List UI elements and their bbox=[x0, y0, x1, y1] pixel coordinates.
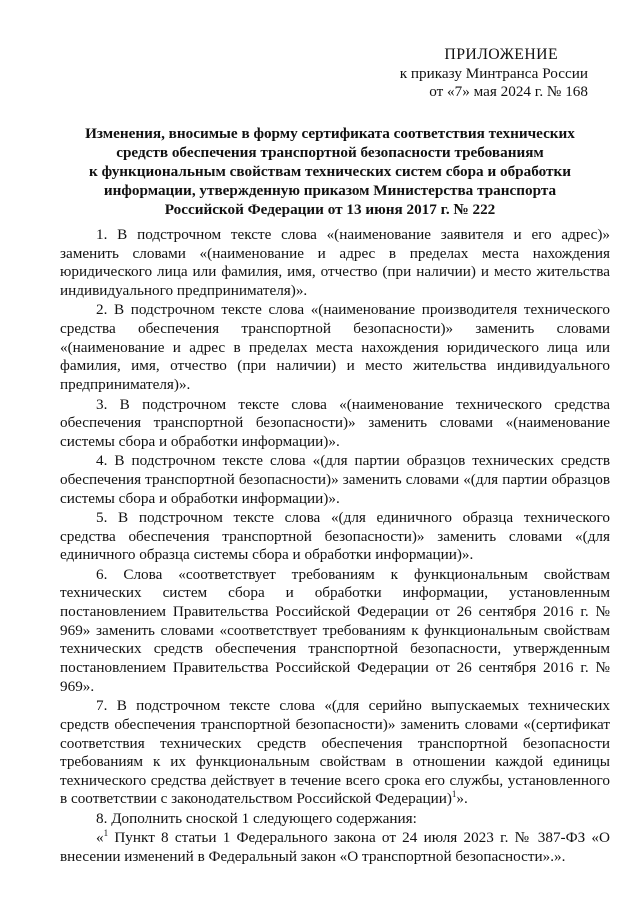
document-title-line: к функциональным свойствам технических систем сбора и обработки bbox=[89, 163, 571, 180]
paragraph-1: 1. В подстрочном тексте слова «(наименование заявителя и его адрес)» заменить словами «(наименование и адрес в пределах места нахождения юридического лица или фамилия, имя, отчество (при наличии) и место жительства индивидуального предпринимателя)». bbox=[60, 226, 610, 299]
paragraph-2: 2. В подстрочном тексте слова «(наименование производителя технического средства обеспечения транспортной безопасности)» заменить словами «(наименование и адрес в пределах места нахождения юридического лица или фамилия, имя, отчество (при наличии) и место жительства индивидуального предпринимателя)». bbox=[60, 301, 610, 394]
document-title-line: Изменения, вносимые в форму сертификата соответствия технических bbox=[85, 125, 575, 142]
appendix-order-date: от «7» мая 2024 г. № 168 bbox=[429, 83, 588, 100]
paragraph-8: 8. Дополнить сноской 1 следующего содержания: bbox=[96, 809, 417, 827]
document-title-line: Российской Федерации от 13 июня 2017 г. № 222 bbox=[164, 201, 496, 218]
paragraph-7-closing: ». bbox=[456, 790, 468, 808]
appendix-header bbox=[328, 46, 588, 102]
appendix-title: ПРИЛОЖЕНИЕ bbox=[444, 46, 558, 63]
paragraph-5: 5. В подстрочном тексте слова «(для единичного образца технического средства обеспечения транспортной безопасности)» заменить словами «(для единичного образца системы сбора и обработки информации)». bbox=[60, 509, 610, 564]
paragraph-3: 3. В подстрочном тексте слова «(наименование технического средства обеспечения транспортной безопасности)» заменить словами «(наименование системы сбора и обработки информации)». bbox=[60, 395, 610, 450]
document-title-line: средств обеспечения транспортной безопасности требованиям bbox=[116, 144, 544, 161]
paragraph-7 bbox=[60, 697, 610, 809]
paragraph-7-text: 7. В подстрочном тексте слова «(для серийно выпускаемых технических средств обеспечения транспортной безопасности)» заменить словами «(сертификат соответствия технических средств обеспечения транспортной безопасности требованиям к их функциональным свойствам в отношении каждой единицы технического средства действует в течение всего срока его службы, установленного в соответствии с законодательством Российской Федерации) bbox=[60, 697, 610, 808]
document-body bbox=[60, 226, 610, 867]
footnote-text-marker: 1 bbox=[103, 828, 109, 839]
document-title-line: информации, утвержденную приказом Министерства транспорта bbox=[103, 182, 557, 199]
appendix-order-reference: к приказу Минтранса России bbox=[399, 64, 588, 82]
footnote-opening-quote: « bbox=[96, 829, 104, 847]
document-title bbox=[56, 124, 604, 219]
paragraph-6: 6. Слова «соответствует требованиям к функциональным свойствам технических систем сбора и обработки информации, установленным постановлением Правительства Российской Федерации от 26 сентября 2016 г. № 969» заменить словами «соответствует требованиям к функциональным свойствам технических средств обеспечения транспортной безопасности, утвержденным постановлением Правительства Российской Федерации от 26 сентября 2016 г. № 969». bbox=[60, 565, 610, 695]
footnote-body: Пункт 8 статьи 1 Федерального закона от 24 июля 2023 г. № 387-ФЗ «О внесении изменений в Федеральный закон «О транспортной безопасности».». bbox=[60, 829, 610, 866]
footnote-text bbox=[60, 829, 610, 866]
paragraph-4: 4. В подстрочном тексте слова «(для партии образцов технических средств обеспечения транспортной безопасности)» заменить словами «(для партии образцов системы сбора и обработки информации)». bbox=[60, 452, 610, 507]
footnote-marker: 1 bbox=[451, 789, 457, 800]
